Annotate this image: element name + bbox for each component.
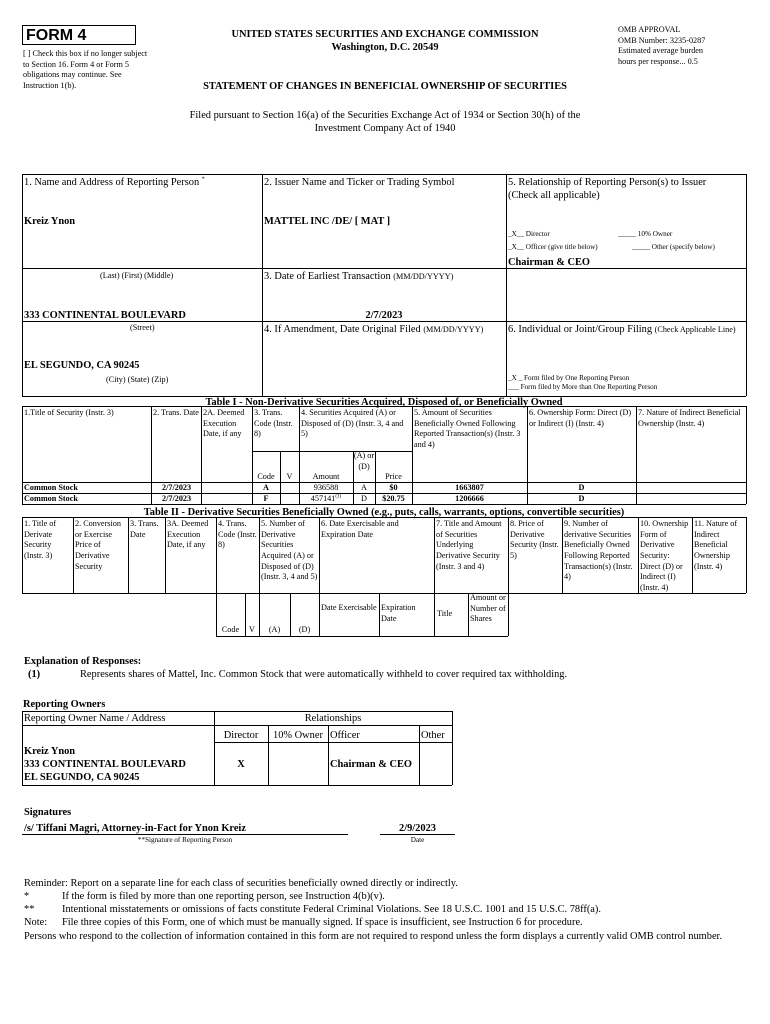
omb-line: Estimated average burden [618, 46, 704, 56]
explanation-heading: Explanation of Responses: [24, 656, 142, 667]
omb-line: OMB APPROVAL [618, 25, 681, 34]
note-text: File three copies of this Form, one of which must be manually signed. If space is insufficient, see Instruction 6 for procedure. [62, 917, 583, 928]
signature-text: /s/ Tiffani Magri, Attorney-in-Fact for Ynon Kreiz [24, 823, 246, 834]
t2-h3a: 3A. Deemed Execution Date, if any [167, 519, 209, 550]
filed-pursuant-line2: Investment Company Act of 1940 [314, 123, 456, 134]
t2-h6: 6. Date Exercisable and Expiration Date [321, 519, 399, 539]
t2-sub-code: Code [221, 625, 240, 634]
omb-persons-text: Persons who respond to the collection of information contained in this form are not required to respond unless the form displays a currently valid OMB control number. [24, 931, 723, 942]
one-person-option: _X _ Form filed by One Reporting Person [508, 374, 630, 382]
statement-title: STATEMENT OF CHANGES IN BENEFICIAL OWNERSHIP OF SECURITIES [203, 81, 567, 92]
t1-h3: 3. Trans. Code (Instr. 8) [254, 408, 293, 439]
table1-title: Table I - Non-Derivative Securities Acquired, Disposed of, or Beneficially Owned [205, 397, 563, 408]
check-box-note: [ ] Check this box if no longer subject to Section 16. Form 4 or Form 5 obligations may continue. See Instruction 1(b). [23, 49, 148, 90]
owner-director-value: X [237, 759, 245, 770]
t2-sub-a: (A) [268, 625, 281, 634]
t1-r2-amount: 457141$^{(1)}$ [310, 494, 342, 503]
star2-text: Intentional misstatements or omissions of facts constitute Federal Criminal Violations. See 18 U.S.C. 1001 and 15 U.S.C. 78ff(a). [62, 904, 601, 915]
star1-text: If the form is filed by more than one reporting person, see Instruction 4(b)(v). [62, 891, 385, 902]
t2-h10: 10. Ownership Form of Derivative Security: Direct (D) or Indirect (I) (Instr. 4) [640, 519, 689, 592]
t2-h8: 8. Price of Derivative Security (Instr. 5) [510, 519, 559, 560]
t1-r1-date: 2/7/2023 [162, 483, 192, 492]
multi-person-option: ___ Form filed by More than One Reporting Person [508, 383, 658, 391]
form-title: FORM 4 [22, 25, 136, 45]
t2-sub-amount: Amount or Number of Shares [470, 593, 506, 624]
t1-r2-date: 2/7/2023 [162, 494, 192, 503]
t1-h5: 5. Amount of Securities Beneficially Owned Following Reported Transaction(s) (Instr. 3 and 4) [414, 408, 521, 449]
t2-sub-expiration: Expiration Date [381, 603, 416, 623]
owners-col-other: Other [421, 730, 445, 741]
t1-sub-amount: Amount [312, 472, 340, 481]
t1-sub-ad: (A) or (D) [353, 451, 375, 471]
box4-label: 4. If Amendment, Date Original Filed (MM/DD/YYYY) [264, 324, 484, 335]
omb-line: OMB Number: 3235-0287 [618, 35, 706, 45]
agency-name: UNITED STATES SECURITIES AND EXCHANGE COMMISSION [231, 29, 539, 40]
director-check: _X__ Director [508, 230, 550, 238]
street-address: 333 CONTINENTAL BOULEVARD [24, 310, 186, 321]
owner-address1: 333 CONTINENTAL BOULEVARD [24, 759, 186, 770]
t1-h1: 1.Title of Security (Instr. 3) [24, 408, 114, 417]
omb-line: hours per response... 0.5 [618, 56, 698, 66]
t2-h11: 11. Nature of Indirect Beneficial Ownership (Instr. 4) [694, 519, 738, 571]
other-check: _____ Other (specify below) [632, 243, 715, 251]
signature-label: **Signature of Reporting Person [137, 836, 233, 844]
t1-h7: 7. Nature of Indirect Beneficial Ownership (Instr. 4) [638, 408, 741, 428]
footnote-text: Represents shares of Mattel, Inc. Common Stock that were automatically withheld to cover required tax withholding. [80, 669, 568, 680]
table2-title: Table II - Derivative Securities Beneficially Owned (e.g., puts, calls, warrants, options, convertible securities) [143, 507, 625, 518]
t2-h2: 2. Conversion or Exercise Price of Derivative Security [75, 519, 121, 571]
box3-label: 3. Date of Earliest Transaction (MM/DD/YYYY) [264, 271, 454, 282]
t2-sub-v: V [249, 625, 255, 634]
owner-name: Kreiz Ynon [24, 746, 76, 757]
reminder-text: Reminder: Report on a separate line for each class of securities beneficially owned directly or indirectly. [24, 878, 458, 889]
footnote-number: (1) [28, 669, 41, 680]
ten-pct-check: _____ 10% Owner [618, 230, 673, 238]
t1-r1-owned: 1663807 [455, 483, 484, 492]
t2-sub-title: Title [437, 609, 453, 618]
owners-col-director: Director [223, 730, 259, 741]
owners-col-officer: Officer [330, 730, 360, 741]
earliest-transaction-date: 2/7/2023 [365, 310, 403, 321]
t2-h1: 1. Title of Derivate Security (Instr. 3) [24, 519, 57, 560]
t2-h3: 3. Trans. Date [130, 519, 159, 539]
t1-r2-code: F [263, 494, 269, 503]
t2-h4: 4. Trans. Code (Instr. 8) [218, 519, 257, 550]
owner-officer-value: Chairman & CEO [330, 759, 412, 770]
star2-mark: ** [24, 904, 35, 915]
t1-r1-form: D [578, 483, 585, 492]
street-label: (Street) [130, 323, 155, 332]
officer-check: _X__ Officer (give title below) [508, 243, 598, 251]
t2-h7: 7. Title and Amount of Securities Underlying Derivative Security (Instr. 3 and 4) [436, 519, 502, 571]
t1-r2-owned: 1206666 [455, 494, 484, 503]
t1-r1-amount: 936588 [313, 483, 339, 492]
t1-sub-price: Price [385, 472, 402, 481]
t1-h2: 2. Trans. Date [153, 408, 199, 417]
city-label: (City) (State) (Zip) [106, 375, 169, 384]
t1-h6: 6. Ownership Form: Direct (D) or Indirect (I) (Instr. 4) [529, 408, 632, 428]
owner-address2: EL SEGUNDO, CA 90245 [24, 772, 140, 783]
t2-sub-exercisable: Date Exercisable [321, 603, 377, 612]
t1-r2-security: Common Stock [24, 494, 78, 503]
officer-title: Chairman & CEO [508, 257, 590, 268]
t1-r2-ad: D [361, 494, 367, 503]
owners-col-relationships: Relationships [304, 713, 362, 724]
name-parts-label: (Last) (First) (Middle) [100, 271, 174, 280]
city-state-zip: EL SEGUNDO, CA 90245 [24, 360, 140, 371]
owners-col-ten-pct: 10% Owner [273, 730, 323, 741]
star1-mark: * [24, 891, 30, 902]
note-mark: Note: [24, 917, 48, 928]
t1-r1-security: Common Stock [24, 483, 78, 492]
t2-h9: 9. Number of derivative Securities Beneficially Owned Following Reported Transaction(s) (Instr. 4) [564, 519, 633, 582]
t1-r2-price: $20.75 [382, 494, 405, 503]
box6-label: 6. Individual or Joint/Group Filing (Check Applicable Line) [508, 324, 736, 335]
t1-sub-code: Code [257, 472, 275, 481]
box2-label: 2. Issuer Name and Ticker or Trading Symbol [264, 177, 455, 188]
reporting-person-name: Kreiz Ynon [24, 216, 76, 227]
omb-approval [618, 25, 758, 68]
signature-date: 2/9/2023 [399, 823, 436, 834]
t2-h5: 5. Number of Derivative Securities Acquired (A) or Disposed of (D) (Instr. 3, 4 and 5) [261, 519, 318, 582]
agency-location: Washington, D.C. 20549 [331, 42, 439, 53]
signature-date-label: Date [410, 836, 425, 844]
owners-col-name: Reporting Owner Name / Address [24, 713, 166, 724]
t1-r1-code: A [263, 483, 269, 492]
t1-r1-price: $0 [389, 483, 398, 492]
box5-sub: (Check all applicable) [508, 190, 600, 201]
t1-h4: 4. Securities Acquired (A) or Disposed of (D) (Instr. 3, 4 and 5) [301, 408, 404, 439]
filed-pursuant-line1: Filed pursuant to Section 16(a) of the Securities Exchange Act of 1934 or Section 30(h) of the [189, 110, 581, 121]
signatures-heading: Signatures [24, 807, 72, 818]
t1-r1-ad: A [361, 483, 367, 492]
reporting-owners-heading: Reporting Owners [23, 699, 106, 710]
t2-sub-d: (D) [298, 625, 311, 634]
issuer-name: MATTEL INC /DE/ [ MAT ] [264, 216, 391, 227]
t1-sub-v: V [286, 472, 293, 481]
box1-label: 1. Name and Address of Reporting Person * [24, 176, 205, 188]
t1-r2-form: D [578, 494, 585, 503]
t1-h2a: 2A. Deemed Execution Date, if any [203, 408, 245, 439]
box5-label: 5. Relationship of Reporting Person(s) to Issuer [508, 177, 707, 188]
